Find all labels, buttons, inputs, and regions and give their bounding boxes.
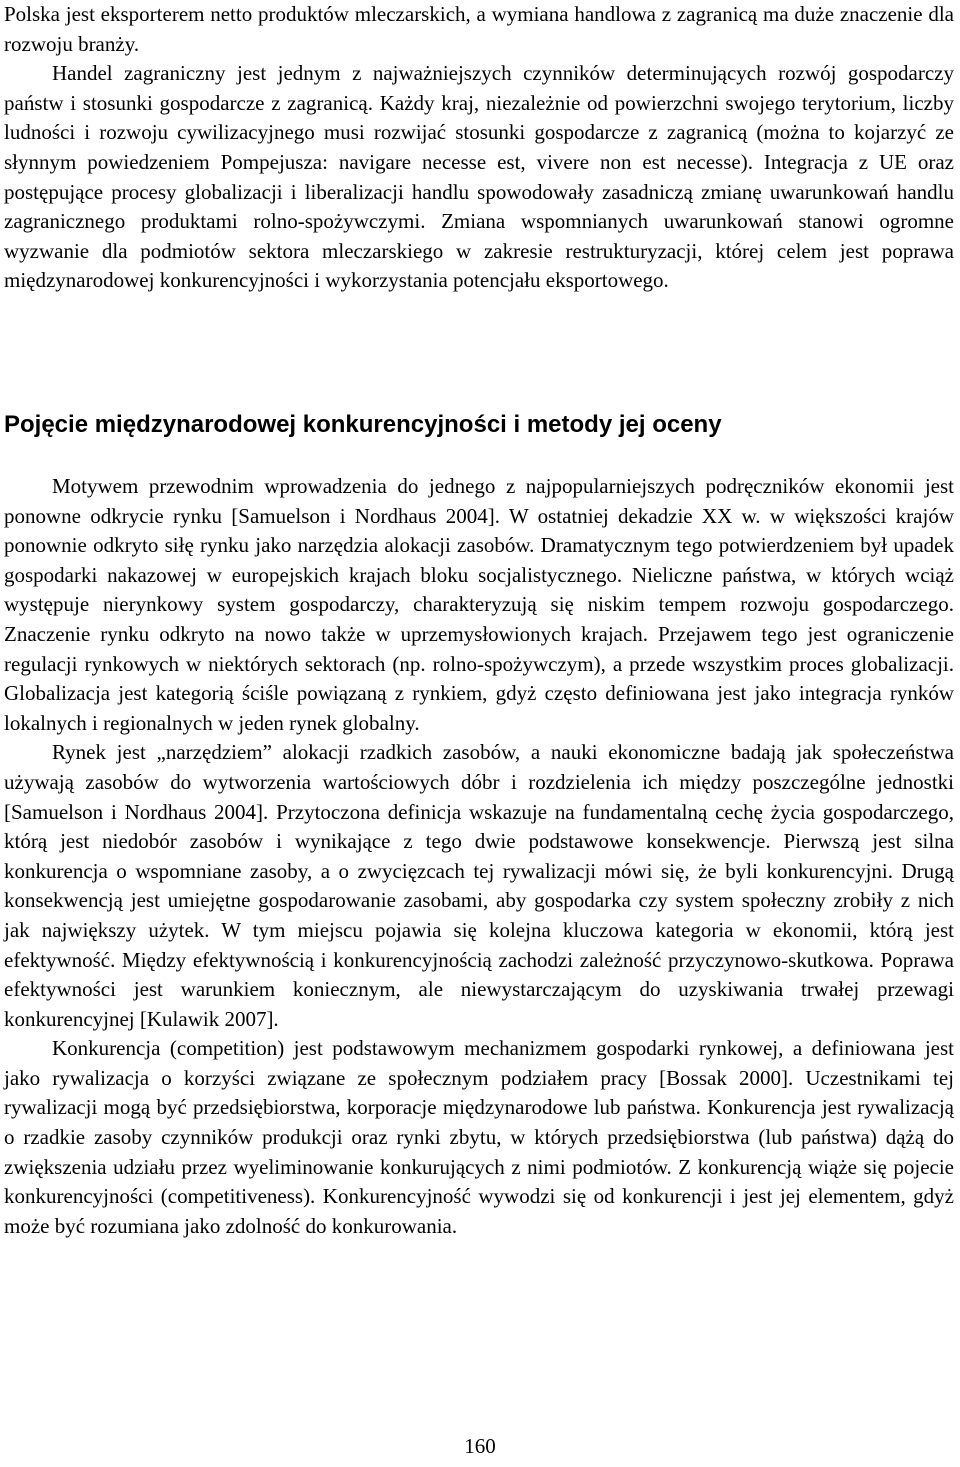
intro-paragraph-2: Handel zagraniczny jest jednym z najważniejszych czynników determinujących rozwój gospodarczy państw i stosunki gospodarcze z zagranicą. Każdy kraj, niezależnie od powierzchni swojego terytorium, liczby ludności i rozwoju cywilizacyjnego musi rozwijać stosunki gospodarcze z zagranicą (można to kojarzyć ze słynnym powiedzeniem Pompejusza: navigare necesse est, vivere non est necesse). Integracja z UE oraz postępujące procesy globalizacji i liberalizacji handlu spowodowały zasadniczą zmianę uwarunkowań handlu zagranicznego produktami rolno-spożywczymi. Zmiana wspomnianych uwarunkowań stanowi ogromne wyzwanie dla podmiotów sektora mleczarskiego w zakresie restrukturyzacji, której celem jest poprawa międzynarodowej konkurencyjności i wykorzystania potencjału eksportowego. [4, 61, 954, 293]
body-paragraph-1: Motywem przewodnim wprowadzenia do jednego z najpopularniejszych podręczników ekonomii jest ponowne odkrycie rynku [Samuelson i Nordhaus 2004]. W ostatniej dekadzie XX w. w większości krajów ponownie odkryto siłę rynku jako narzędzia alokacji zasobów. Dramatycznym tego potwierdzeniem był upadek gospodarki nakazowej w europejskich krajach bloku socjalistycznego. Nieliczne państwa, w których wciąż występuje nierynkowy system gospodarczy, charakteryzują się niskim tempem rozwoju gospodarczego. Znaczenie rynku odkryto na nowo także w uprzemysłowionych krajach. Przejawem tego jest ograniczenie regulacji rynkowych w niektórych sektorach (np. rolno-spożywczym), a przede wszystkim proces globalizacji. Globalizacja jest kategorią ściśle powiązaną z rynkiem, gdyż często definiowana jest jako integracja rynków lokalnych i regionalnych w jeden rynek globalny. [4, 474, 954, 735]
body-paragraph-3: Konkurencja (competition) jest podstawowym mechanizmem gospodarki rynkowej, a definiowana jest jako rywalizacja o korzyści związane ze społecznym podziałem pracy [Bossak 2000]. Uczestnikami tej rywalizacji mogą być przedsiębiorstwa, korporacje międzynarodowe lub państwa. Konkurencja jest rywalizacją o rzadkie zasoby czynników produkcji oraz rynki zbytu, w których przedsiębiorstwa (lub państwa) dążą do zwiększenia udziału przez wyeliminowanie konkurujących z nimi podmiotów. Z konkurencją wiąże się pojecie konkurencyjności (competitiveness). Konkurencyjność wywodzi się od konkurencji i jest jej elementem, gdyż może być rozumiana jako zdolność do konkurowania. [4, 1036, 954, 1238]
main-section [4, 472, 954, 1241]
page-number: 160 [464, 1434, 496, 1458]
section-heading: Pojęcie międzynarodowej konkurencyjności i metody jej oceny [4, 411, 722, 438]
intro-section [4, 0, 954, 296]
intro-paragraph-1: Polska jest eksporterem netto produktów mleczarskich, a wymiana handlowa z zagranicą ma duże znaczenie dla rozwoju branży. [4, 2, 954, 56]
body-paragraph-2: Rynek jest „narzędziem” alokacji rzadkich zasobów, a nauki ekonomiczne badają jak społeczeństwa używają zasobów do wytworzenia wartościowych dóbr i rozdzielenia ich między poszczególne jednostki [Samuelson i Nordhaus 2004]. Przytoczona definicja wskazuje na fundamentalną cechę życia gospodarczego, którą jest niedobór zasobów i wynikające z tego dwie podstawowe konsekwencje. Pierwszą jest silna konkurencja o wspomniane zasoby, a o zwycięzcach tej rywalizacji mówi się, że byli konkurencyjni. Drugą konsekwencją jest umiejętne gospodarowanie zasobami, aby gospodarka czy system społeczny zrobiły z nich jak największy użytek. W tym miejscu pojawia się kolejna kluczowa kategoria w ekonomii, którą jest efektywność. Między efektywnością i konkurencyjnością zachodzi zależność przyczynowo-skutkowa. Poprawa efektywności jest warunkiem koniecznym, ale niewystarczającym do uzyskiwania trwałej przewagi konkurencyjnej [Kulawik 2007]. [4, 740, 954, 1031]
